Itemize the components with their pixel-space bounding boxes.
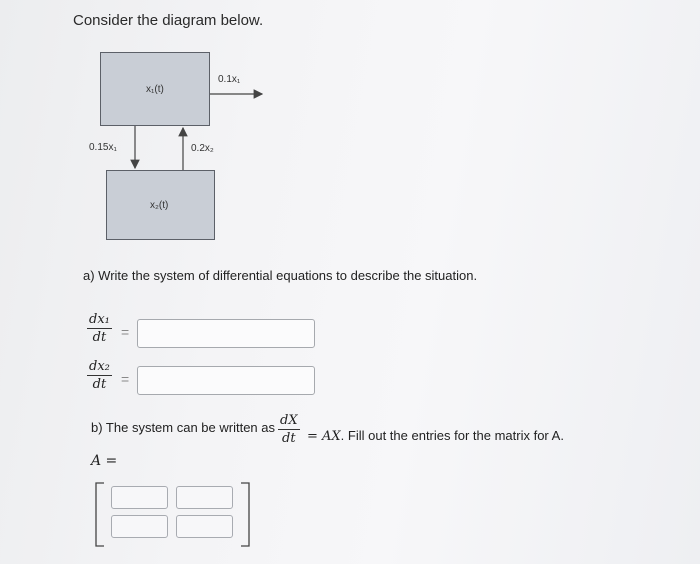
- intro-text: Consider the diagram below.: [73, 12, 264, 29]
- left-bracket: [96, 483, 104, 546]
- matrix-a11-input[interactable]: [111, 486, 168, 509]
- tank-1-label: x₁(t): [146, 84, 164, 95]
- tank-2-label: x₂(t): [150, 200, 169, 211]
- part-b-prefix: b) The system can be written as: [91, 420, 276, 435]
- dx1-denominator: dt: [92, 330, 107, 345]
- matrix-a21-input[interactable]: [111, 515, 168, 538]
- outflow-label: 0.1x₁: [218, 74, 241, 85]
- down-flow-label: 0.15x₁: [89, 142, 117, 153]
- up-flow-label: 0.2x₂: [191, 143, 214, 154]
- eq2-equals: =: [121, 371, 130, 387]
- dX-numerator: dX: [280, 413, 298, 428]
- eq1-equals: =: [121, 324, 130, 340]
- dx1-numerator: dx₁: [89, 312, 110, 327]
- dx2-numerator: dx₂: [89, 359, 110, 374]
- dx2-denominator: dt: [92, 377, 107, 392]
- part-a-prompt: a) Write the system of differential equations to describe the situation.: [83, 268, 478, 283]
- matrix-a12-input[interactable]: [176, 486, 233, 509]
- equals-ax: = AX: [307, 429, 341, 444]
- dX-denominator: dt: [282, 431, 296, 446]
- right-bracket: [241, 483, 249, 546]
- matrix-label: A =: [91, 453, 118, 469]
- part-b-suffix: . Fill out the entries for the matrix for A.: [340, 428, 564, 443]
- matrix-a22-input[interactable]: [176, 515, 233, 538]
